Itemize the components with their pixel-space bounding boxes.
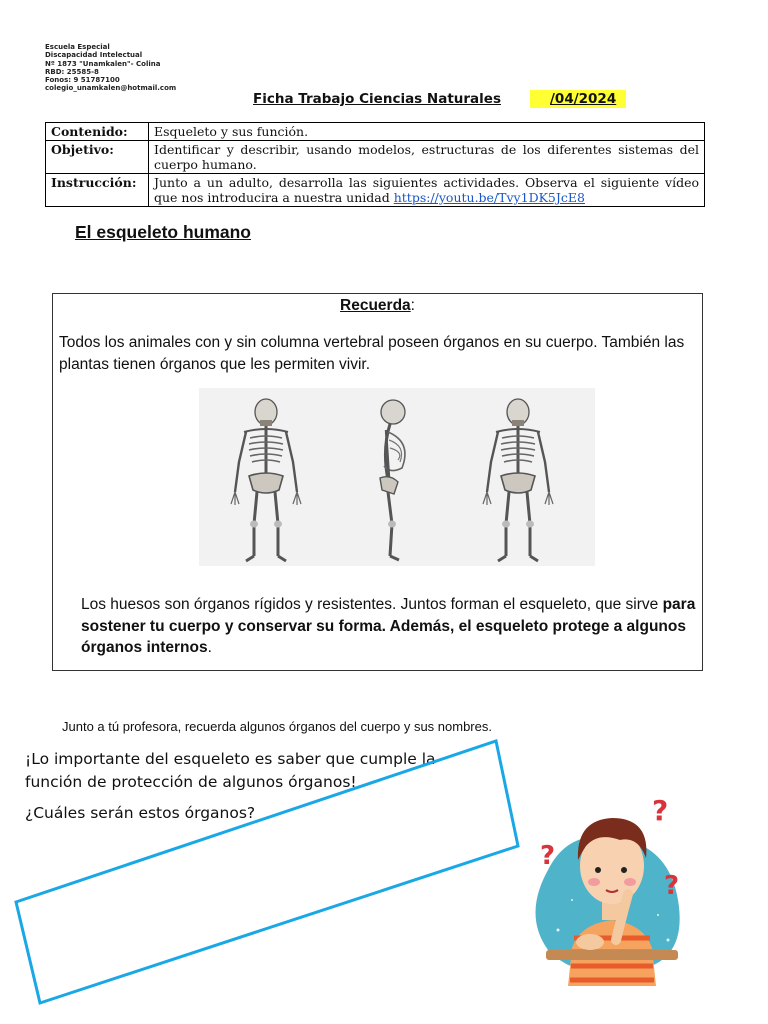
school-line: Escuela Especial	[45, 43, 110, 51]
recuerda-heading	[53, 297, 702, 315]
school-line: colegio_unamkalen@hotmail.com	[45, 84, 177, 93]
recuerda-box	[52, 293, 703, 671]
school-line: Discapacidad Intelectual	[45, 51, 143, 60]
skeleton-back-icon	[483, 399, 553, 561]
statement-line: ¡Lo importante del esqueleto es saber que cumple la	[25, 750, 436, 768]
worksheet-title: Ficha Trabajo Ciencias Naturales	[253, 91, 501, 107]
row-key: Objetivo:	[46, 141, 149, 174]
row-value: Esqueleto y sus función.	[149, 123, 705, 141]
svg-text:?: ?	[652, 794, 669, 827]
info-table	[45, 122, 705, 207]
activity-statement	[25, 748, 436, 794]
table-row	[46, 141, 705, 174]
recuerda-heading-text: Recuerda	[340, 297, 411, 314]
row-value	[149, 174, 705, 207]
worksheet-date: /04/2024	[530, 90, 626, 108]
recuerda-paragraph-2	[81, 594, 698, 659]
skeleton-image	[199, 388, 595, 566]
svg-text:?: ?	[540, 841, 556, 871]
recuerda-paragraph: Todos los animales con y sin columna vertebral poseen órganos en su cuerpo. También las plantas tienen órganos que les permiten vivir.	[59, 334, 685, 373]
table-row	[46, 174, 705, 207]
paragraph-bold: para sostener tu cuerpo y conservar su forma. Además, el esqueleto protege a algunos órganos internos	[81, 596, 696, 656]
school-header	[45, 43, 176, 93]
video-link[interactable]: https://youtu.be/Tvy1DK5JcE8	[393, 190, 585, 205]
activity-intro: Junto a tú profesora, recuerda algunos órganos del cuerpo y sus nombres.	[62, 719, 492, 734]
table-row	[46, 123, 705, 141]
section-title: El esqueleto humano	[75, 222, 251, 242]
row-key: Instrucción:	[46, 174, 149, 207]
paragraph-end: .	[207, 639, 212, 656]
statement-line: función de protección de algunos órganos!	[25, 773, 357, 791]
school-line: Fonos: 9 51787100	[45, 76, 120, 85]
paragraph-normal: Los huesos son órganos rígidos y resistentes. Juntos forman el esqueleto, que sirve	[81, 596, 663, 613]
activity-question: ¿Cuáles serán estos órganos?	[25, 804, 256, 822]
skeleton-front-icon	[231, 399, 301, 561]
skeleton-side-icon	[380, 400, 405, 560]
recuerda-heading-colon: :	[410, 297, 415, 314]
row-value: Identificar y describir, usando modelos, estructuras de los diferentes sistemas del cuerpo humano.	[149, 141, 705, 174]
school-line: RBD: 25585-8	[45, 67, 99, 76]
thinking-child-icon	[528, 790, 696, 986]
svg-text:?: ?	[664, 871, 680, 901]
worksheet-title-row	[253, 91, 617, 107]
school-line: Nº 1873 "Unamkalen"- Colina	[45, 59, 161, 68]
row-key: Contenido:	[46, 123, 149, 141]
instruction-text: Junto a un adulto, desarrolla las siguientes actividades. Observa el siguiente vídeo que nos introducira a nuestra unidad	[154, 175, 699, 205]
